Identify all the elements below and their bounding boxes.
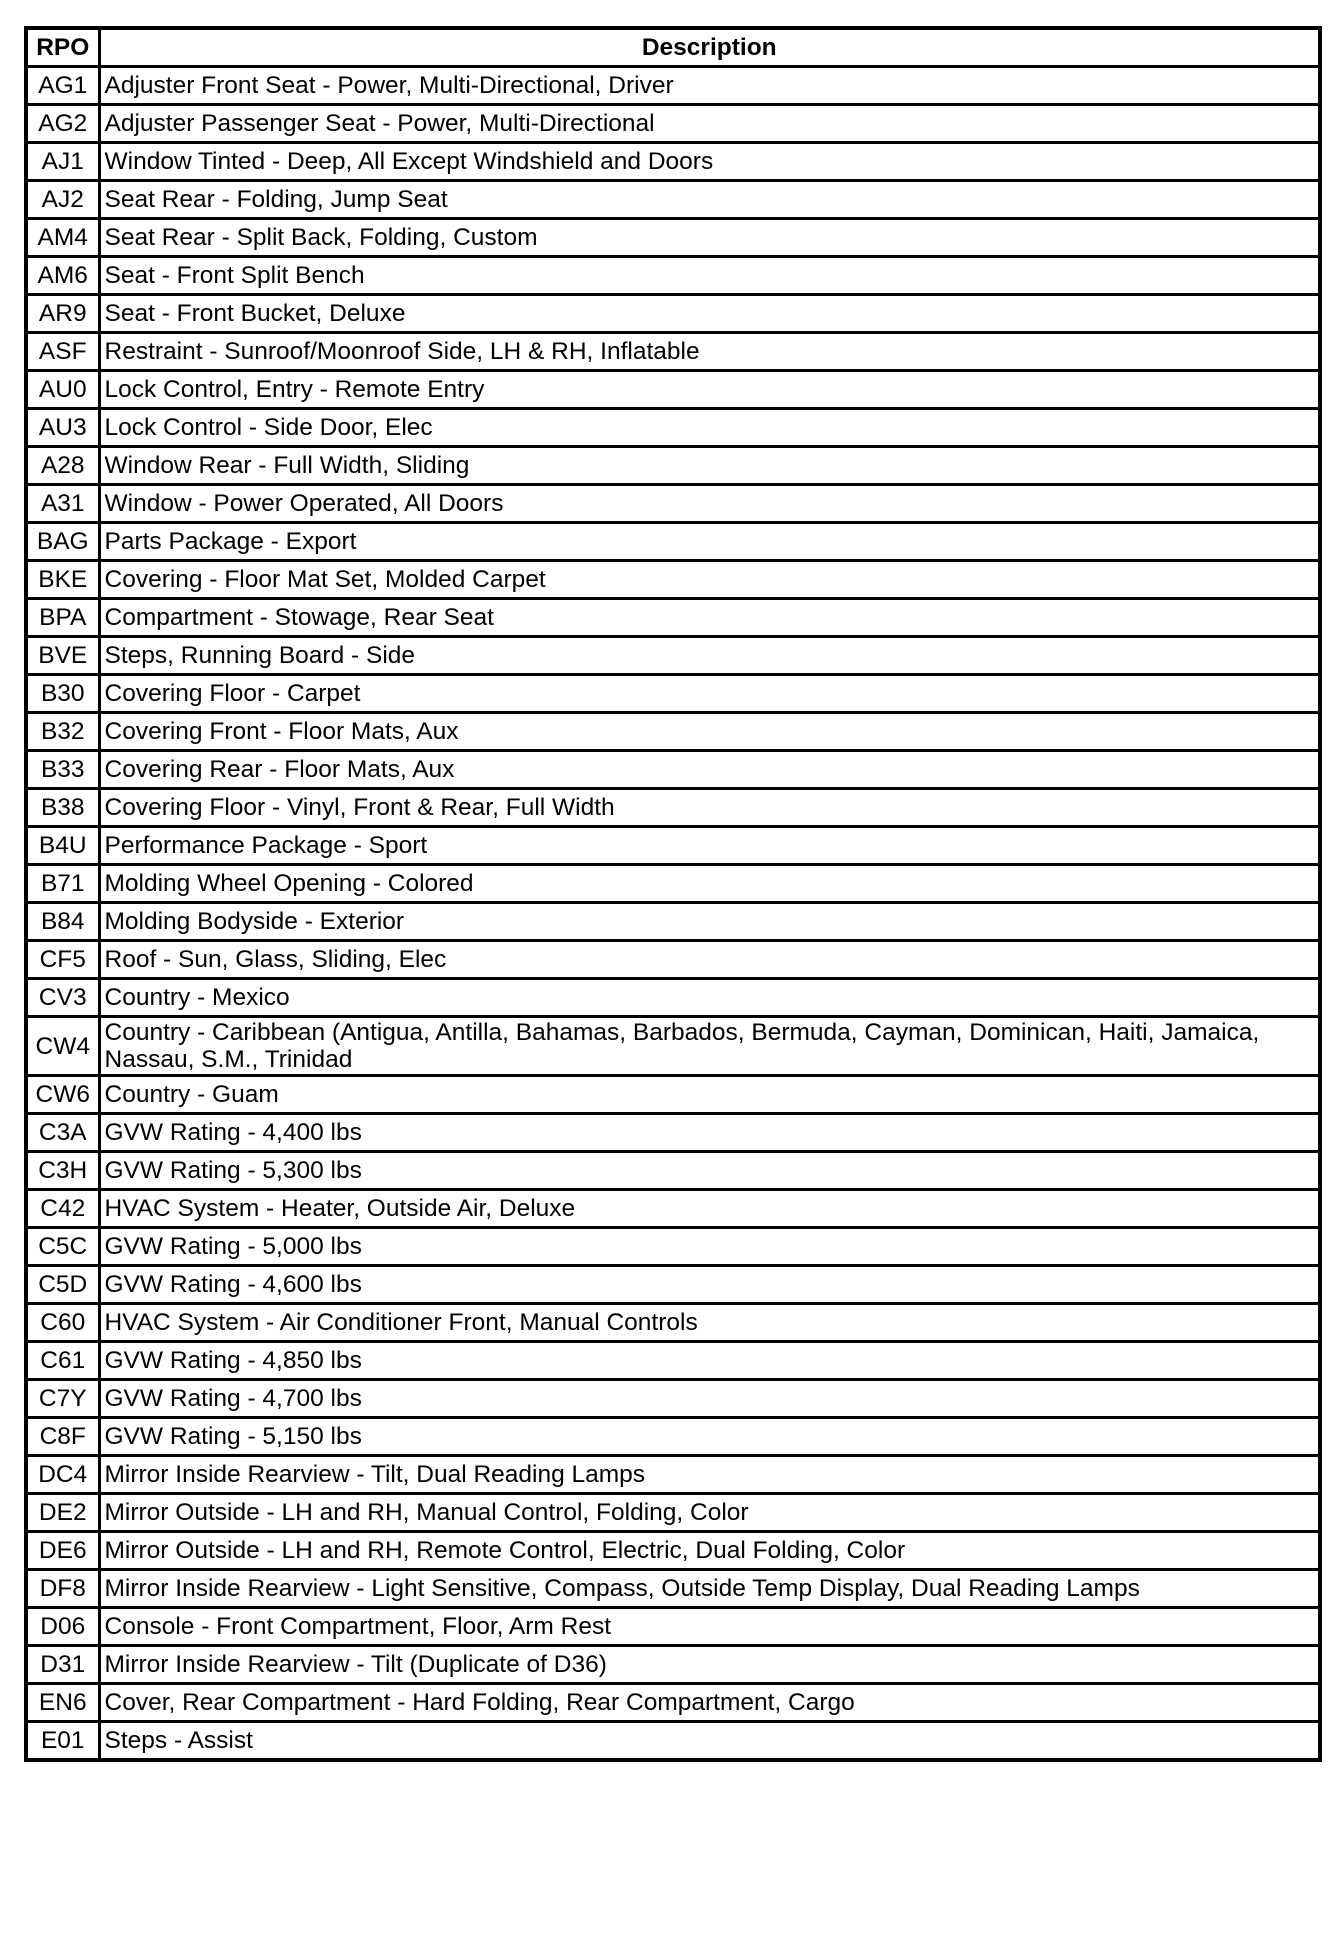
description-cell: Seat - Front Split Bench (99, 257, 1320, 295)
table-row (26, 1342, 1320, 1380)
rpo-code-cell: EN6 (26, 1684, 99, 1722)
description-cell: HVAC System - Air Conditioner Front, Manual Controls (99, 1304, 1320, 1342)
rpo-code-cell: B30 (26, 675, 99, 713)
description-cell: Cover, Rear Compartment - Hard Folding, Rear Compartment, Cargo (99, 1684, 1320, 1722)
table-row (26, 447, 1320, 485)
description-cell: Adjuster Passenger Seat - Power, Multi-Directional (99, 105, 1320, 143)
rpo-code-cell: DF8 (26, 1570, 99, 1608)
description-cell: Steps, Running Board - Side (99, 637, 1320, 675)
rpo-code-cell: C42 (26, 1190, 99, 1228)
description-cell: Covering Rear - Floor Mats, Aux (99, 751, 1320, 789)
rpo-code-cell: BAG (26, 523, 99, 561)
description-cell: Molding Bodyside - Exterior (99, 903, 1320, 941)
table-row (26, 865, 1320, 903)
table-row (26, 789, 1320, 827)
rpo-code-cell: BKE (26, 561, 99, 599)
rpo-code-cell: C61 (26, 1342, 99, 1380)
table-row (26, 409, 1320, 447)
description-cell: Mirror Inside Rearview - Light Sensitive, Compass, Outside Temp Display, Dual Reading Lamps (99, 1570, 1320, 1608)
table-row (26, 1266, 1320, 1304)
description-cell: Adjuster Front Seat - Power, Multi-Directional, Driver (99, 67, 1320, 105)
table-row (26, 1017, 1320, 1076)
table-row (26, 105, 1320, 143)
rpo-code-cell: AU3 (26, 409, 99, 447)
description-cell: Molding Wheel Opening - Colored (99, 865, 1320, 903)
description-cell: Country - Mexico (99, 979, 1320, 1017)
table-row (26, 1608, 1320, 1646)
description-cell: Steps - Assist (99, 1722, 1320, 1761)
table-row (26, 67, 1320, 105)
description-cell: Lock Control, Entry - Remote Entry (99, 371, 1320, 409)
rpo-code-cell: A28 (26, 447, 99, 485)
table-row (26, 219, 1320, 257)
table-row (26, 1722, 1320, 1761)
rpo-code-cell: E01 (26, 1722, 99, 1761)
rpo-code-cell: CW4 (26, 1017, 99, 1076)
rpo-code-cell: DE2 (26, 1494, 99, 1532)
rpo-code-cell: CF5 (26, 941, 99, 979)
table-row (26, 1114, 1320, 1152)
table-row (26, 675, 1320, 713)
description-cell: Compartment - Stowage, Rear Seat (99, 599, 1320, 637)
description-cell: Window Rear - Full Width, Sliding (99, 447, 1320, 485)
rpo-code-cell: AU0 (26, 371, 99, 409)
description-cell: Covering Floor - Carpet (99, 675, 1320, 713)
rpo-code-cell: C60 (26, 1304, 99, 1342)
table-row (26, 637, 1320, 675)
table-row (26, 1646, 1320, 1684)
description-cell: Window - Power Operated, All Doors (99, 485, 1320, 523)
table-row (26, 713, 1320, 751)
table-row (26, 333, 1320, 371)
table-row (26, 1190, 1320, 1228)
rpo-code-cell: C3A (26, 1114, 99, 1152)
description-cell: Performance Package - Sport (99, 827, 1320, 865)
description-cell: Window Tinted - Deep, All Except Windshield and Doors (99, 143, 1320, 181)
rpo-code-cell: C5C (26, 1228, 99, 1266)
description-cell: Covering Front - Floor Mats, Aux (99, 713, 1320, 751)
table-row (26, 941, 1320, 979)
description-cell: Country - Guam (99, 1076, 1320, 1114)
table-row (26, 1456, 1320, 1494)
rpo-code-cell: BVE (26, 637, 99, 675)
table-row (26, 1418, 1320, 1456)
table-row (26, 561, 1320, 599)
rpo-code-cell: D31 (26, 1646, 99, 1684)
rpo-code-cell: B4U (26, 827, 99, 865)
description-cell: Mirror Outside - LH and RH, Manual Control, Folding, Color (99, 1494, 1320, 1532)
description-cell: Lock Control - Side Door, Elec (99, 409, 1320, 447)
table-body (26, 67, 1320, 1761)
rpo-code-cell: C7Y (26, 1380, 99, 1418)
rpo-table (24, 26, 1322, 1762)
rpo-code-cell: BPA (26, 599, 99, 637)
table-row (26, 257, 1320, 295)
rpo-code-cell: AJ1 (26, 143, 99, 181)
description-cell: Restraint - Sunroof/Moonroof Side, LH & RH, Inflatable (99, 333, 1320, 371)
description-cell: GVW Rating - 4,700 lbs (99, 1380, 1320, 1418)
rpo-code-cell: B33 (26, 751, 99, 789)
table-row (26, 1684, 1320, 1722)
description-cell: HVAC System - Heater, Outside Air, Deluxe (99, 1190, 1320, 1228)
rpo-code-cell: C5D (26, 1266, 99, 1304)
rpo-code-cell: AJ2 (26, 181, 99, 219)
table-row (26, 1152, 1320, 1190)
description-cell: GVW Rating - 5,150 lbs (99, 1418, 1320, 1456)
description-cell: Console - Front Compartment, Floor, Arm Rest (99, 1608, 1320, 1646)
table-row (26, 485, 1320, 523)
description-cell: GVW Rating - 4,600 lbs (99, 1266, 1320, 1304)
rpo-code-cell: B71 (26, 865, 99, 903)
rpo-code-cell: AG1 (26, 67, 99, 105)
table-row (26, 1076, 1320, 1114)
table-row (26, 523, 1320, 561)
table-row (26, 1380, 1320, 1418)
table-row (26, 1494, 1320, 1532)
rpo-code-cell: DE6 (26, 1532, 99, 1570)
description-cell: Seat Rear - Split Back, Folding, Custom (99, 219, 1320, 257)
description-cell: GVW Rating - 5,300 lbs (99, 1152, 1320, 1190)
table-row (26, 1304, 1320, 1342)
rpo-code-cell: DC4 (26, 1456, 99, 1494)
description-cell: Country - Caribbean (Antigua, Antilla, Bahamas, Barbados, Bermuda, Cayman, Dominican, Haiti, Jamaica, Nassau, S.M., Trinidad (99, 1017, 1320, 1076)
table-header-row (26, 28, 1320, 67)
description-column-header: Description (99, 28, 1320, 67)
description-cell: Seat - Front Bucket, Deluxe (99, 295, 1320, 333)
description-cell: Mirror Inside Rearview - Tilt, Dual Reading Lamps (99, 1456, 1320, 1494)
description-cell: GVW Rating - 4,400 lbs (99, 1114, 1320, 1152)
rpo-code-cell: A31 (26, 485, 99, 523)
description-cell: GVW Rating - 4,850 lbs (99, 1342, 1320, 1380)
table-row (26, 1532, 1320, 1570)
rpo-code-cell: B32 (26, 713, 99, 751)
table-row (26, 295, 1320, 333)
description-cell: Mirror Inside Rearview - Tilt (Duplicate of D36) (99, 1646, 1320, 1684)
rpo-code-cell: C3H (26, 1152, 99, 1190)
rpo-code-cell: D06 (26, 1608, 99, 1646)
table-row (26, 979, 1320, 1017)
rpo-code-cell: C8F (26, 1418, 99, 1456)
rpo-code-cell: AR9 (26, 295, 99, 333)
rpo-code-cell: AM4 (26, 219, 99, 257)
table-row (26, 903, 1320, 941)
table-row (26, 143, 1320, 181)
table-row (26, 1570, 1320, 1608)
table-row (26, 599, 1320, 637)
rpo-column-header: RPO (26, 28, 99, 67)
description-cell: Covering Floor - Vinyl, Front & Rear, Full Width (99, 789, 1320, 827)
rpo-code-cell: B38 (26, 789, 99, 827)
rpo-code-cell: B84 (26, 903, 99, 941)
rpo-code-cell: ASF (26, 333, 99, 371)
description-cell: Parts Package - Export (99, 523, 1320, 561)
rpo-code-cell: AM6 (26, 257, 99, 295)
description-cell: Mirror Outside - LH and RH, Remote Control, Electric, Dual Folding, Color (99, 1532, 1320, 1570)
table-row (26, 371, 1320, 409)
rpo-code-cell: CW6 (26, 1076, 99, 1114)
table-row (26, 181, 1320, 219)
table-row (26, 751, 1320, 789)
description-cell: Covering - Floor Mat Set, Molded Carpet (99, 561, 1320, 599)
description-cell: GVW Rating - 5,000 lbs (99, 1228, 1320, 1266)
table-row (26, 1228, 1320, 1266)
rpo-code-cell: CV3 (26, 979, 99, 1017)
description-cell: Seat Rear - Folding, Jump Seat (99, 181, 1320, 219)
description-cell: Roof - Sun, Glass, Sliding, Elec (99, 941, 1320, 979)
table-row (26, 827, 1320, 865)
rpo-code-cell: AG2 (26, 105, 99, 143)
